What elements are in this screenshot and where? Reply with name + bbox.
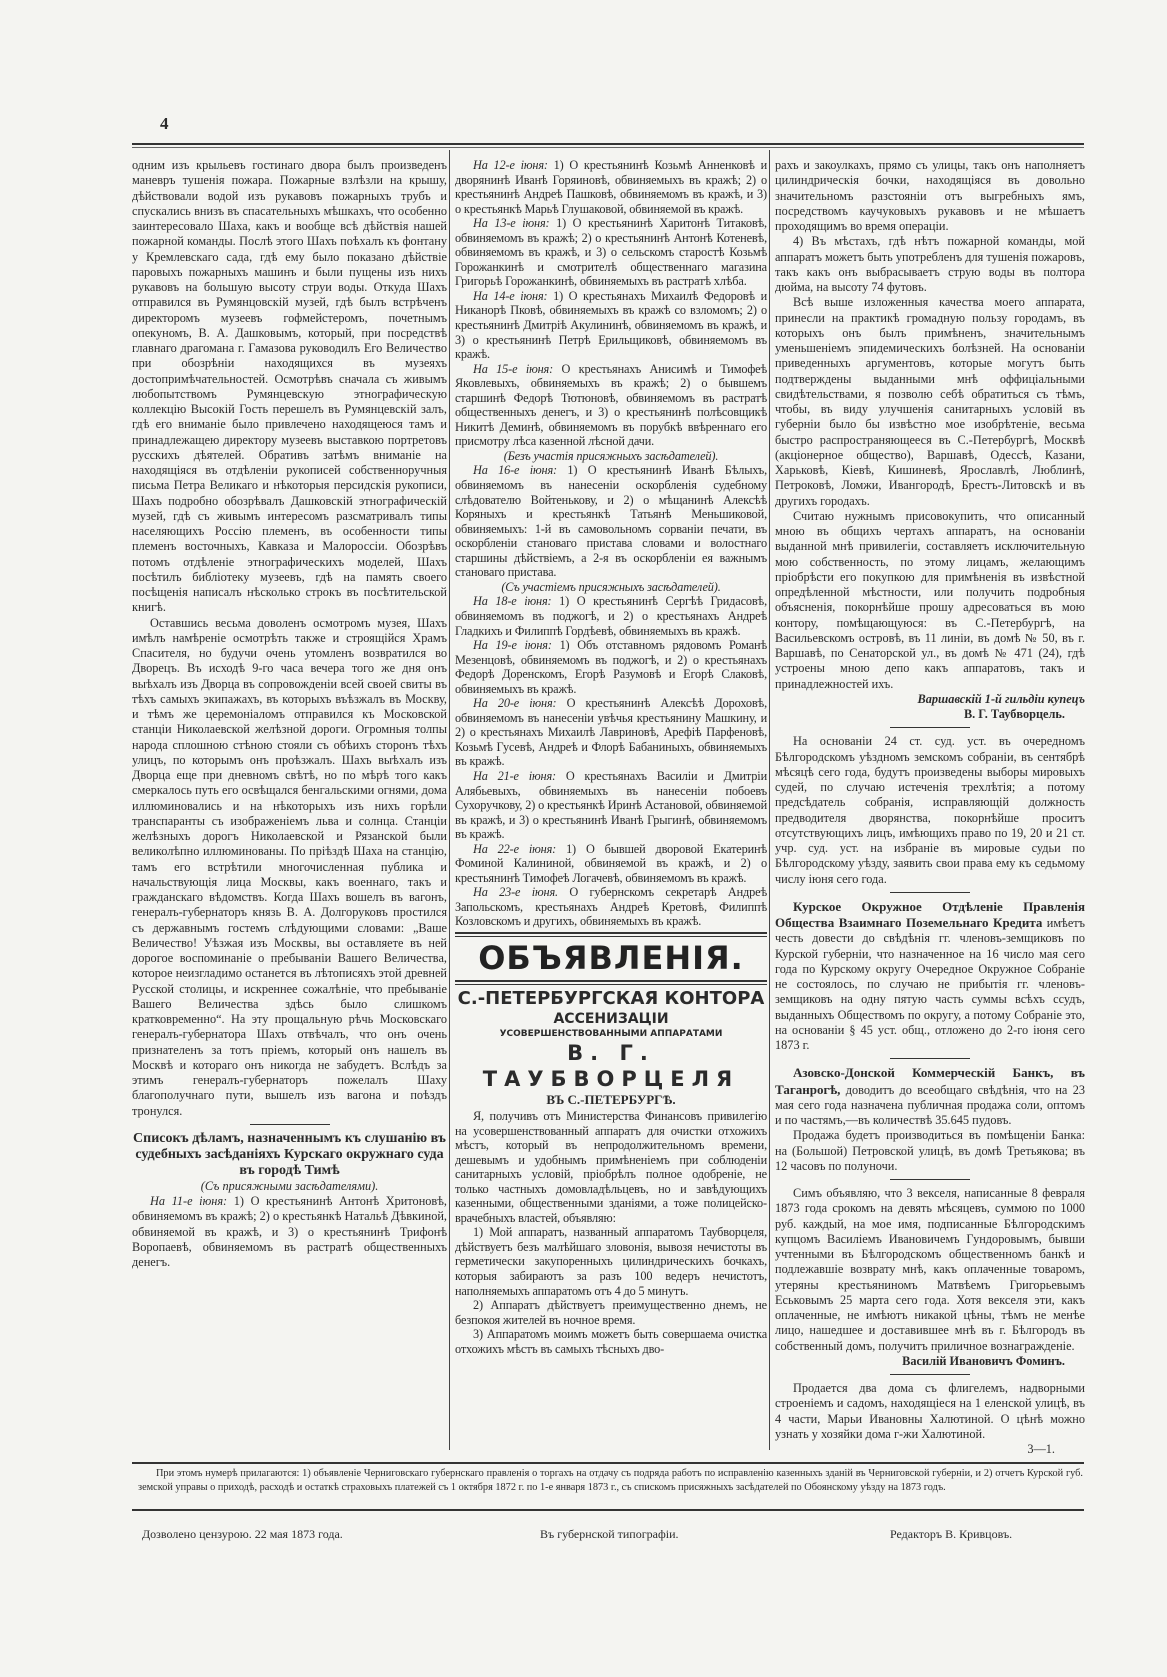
notice-credit [775, 899, 1085, 1054]
column-1 [132, 158, 447, 1458]
notice-bank-sale: Продажа будетъ производиться въ помѣщеніи Банка: на (Большой) Петровской улицѣ, въ домѣ Третьякова; въ 12 часовъ по полуночи. [775, 1128, 1085, 1173]
ad-paragraph: 1) Мой аппаратъ, названный аппаратомъ Таубворцеля, дѣйствуетъ безъ малѣйшаго зловонія, вывозя нечистоты въ герметически закупоренныхъ цилиндрическихъ бочкахъ, которыя забираютъ за разъ 100 ведеръ нечистотъ, наполняемыхъ аппаратомъ отъ 4 до 5 минутъ. [455, 1225, 767, 1298]
entry-text: 1) О крестьянинѣ Сергѣѣ Гридасовѣ, обвиняемомъ въ поджогѣ, и 2) о крестьянахъ Андреѣ Гладкихъ и Филиппѣ Гордѣевѣ, обвиняемыхъ въ кражѣ. [455, 594, 767, 638]
notice-bills-signature: Василій Ивановичъ Фоминъ. [902, 1353, 1065, 1368]
entry-text: О губернскомъ секретарѣ Андреѣ Запольскомъ, крестьянахъ Андреѣ Кретовѣ, Филиппѣ Козловскомъ и другихъ, обвиняемыхъ въ кражѣ. [455, 885, 767, 929]
notice-bank-title: Азовско-Донской Коммерческій Банкъ, въ Таганрогѣ, [775, 1065, 1085, 1097]
notice-house: Продается два дома съ флигелемъ, надворными строеніемъ и садомъ, находящіеся на 1 еленской улицѣ, въ 4 части, Марьи Ивановны Халютиной. О цѣнѣ можно узнать у хозяйки дома г-жи Халютиной. [775, 1381, 1085, 1441]
notice-credit-title: Курское Окружное Отдѣленіе Правленія Общества Взаимнаго Поземельнаго Кредита [775, 898, 1085, 930]
entry-date: На 11-е іюня: [150, 1194, 228, 1208]
ad-paragraph: 2) Аппаратъ дѣйствуетъ преимущественно днемъ, не безпокоя жителей въ ночное время. [455, 1298, 767, 1327]
entry-date: На 21-е іюня: [473, 768, 556, 783]
notice-bank-text: доводитъ до всеобщаго свѣдѣнія, что на 23 мая сего года назначена публичная продажа соли, оптомъ и по частямъ,—въ количествѣ 35.645 пудовъ. [775, 1082, 1085, 1127]
footer-rule [132, 1462, 1084, 1464]
ad-name: В. Г. ТАУБВОРЦЕЛЯ [482, 1040, 740, 1091]
ad-subheading: АССЕНИЗАЦІИ [553, 1010, 669, 1027]
notice-bank [775, 1065, 1085, 1128]
ad-subheading-small: УСОВЕРШЕНСТВОВАННЫМИ АППАРАТАМИ [499, 1028, 723, 1039]
column-3 [775, 158, 1085, 1458]
header-rule [132, 143, 1084, 145]
column-divider [449, 150, 450, 1450]
entry-date: На 23-е іюня. [473, 885, 558, 900]
entry-date: На 20-е іюня: [473, 696, 557, 711]
court-entry [455, 769, 767, 842]
section-rule [455, 980, 767, 985]
ad-city: ВЪ С.-ПЕТЕРБУРГѢ. [546, 1091, 676, 1107]
entry-text: О крестьянинѣ Алексѣѣ Дороховѣ, обвиняемомъ въ нанесеніи увѣчья крестьянину Машкину, и 2) о крестьянахъ Михаилѣ Лавриновѣ, Арефіѣ Парфеновѣ, Козьмѣ Гусевѣ, Андреѣ и Флорѣ Бабаниныхъ, обвиняемыхъ въ кражѣ. [455, 696, 767, 769]
separator-rule [890, 1179, 970, 1180]
separator-rule [250, 1124, 330, 1125]
entry-date: На 16-е іюня: [473, 463, 557, 478]
ad-paragraph: Всѣ выше изложенныя качества моего аппарата, принесли на практикѣ громадную пользу городамъ, въ которыхъ онъ былъ примѣненъ, значительнымъ уменьшеніемъ эпидемическихъ болѣзней. На основаніи приведенныхъ аргументовъ, которые могутъ быть подтверждены выданными мнѣ оффиціальными свидѣтельствами, я позволю себѣ обратиться съ тѣмъ, чтобы, въ виду улучшенія санитарныхъ условій въ губерніи было бы извѣстно мое изобрѣтеніе, весьма быстро распространяющееся въ С.-Петербургѣ, Москвѣ (акціонерное общество), Варшавѣ, Одессѣ, Казани, Харьковѣ, Кіевѣ, Кишиневѣ, Ярославлѣ, Люблинѣ, Петроковѣ, Ломжи, Ивангородѣ, Брестъ-Литовскѣ и въ другихъ городахъ. [775, 295, 1085, 508]
page-number: 4 [160, 114, 169, 133]
entry-text: 1) О крестьянахъ Михаилѣ Федоровѣ и Никанорѣ Пковѣ, обвиняемыхъ въ кражѣ со взломомъ; 2) о крестьянинѣ Дмитріѣ Акулининѣ, обвиняемомъ въ кражѣ, и 3) о крестьянинѣ Петрѣ Ерильщиковѣ, обвиняемомъ въ кражѣ. [455, 288, 767, 362]
editor-note: Редакторъ В. Кривцовъ. [890, 1527, 1013, 1541]
separator-rule [890, 1374, 970, 1375]
court-entry [455, 216, 767, 289]
entry-date: На 22-е іюня: [473, 841, 557, 856]
court-entry [455, 885, 767, 929]
court-entry [132, 1194, 447, 1270]
ad-paragraph: 3) Аппаратомъ моимъ можетъ быть совершаема очистка отхожихъ мѣстъ въ самыхъ тѣсныхъ дво- [455, 1327, 767, 1356]
ad-paragraph: Считаю нужнымъ присовокупить, что описанный мною въ общихъ чертахъ аппаратъ, на основаніи выданной мнѣ привилегіи, составляетъ исключительную мою собственность, по этому лицамъ, желающимъ пріобрѣсти его покупкою для примѣненія въ извѣстной опредѣленной мѣстности, или получить подробныя объясненія, покорнѣйше прошу адресоваться въ мою контору, помѣщающуюся: въ С.-Петербургѣ, на Васильевскомъ островѣ, въ 11 линіи, въ домѣ № 50, въ г. Варшавѣ, по Сенаторской ул., въ домѣ № 471 (24), гдѣ устроены мною депо какъ аппаратовъ, такъ и принадлежностей ихъ. [775, 508, 1085, 691]
article-paragraph: Оставшись весьма доволенъ осмотромъ музея, Шахъ имѣлъ намѣреніе осмотрѣть также и строящійся Храмъ Спасителя, но будучи очень утомленъ возвратился во Дворецъ. Въ исходѣ 9-го часа вечера того же дня онъ выѣхалъ изъ Дворца въ сопровожденіи всей своей свиты въ тѣхъ самыхъ экипажахъ, въ которыхъ въѣзжалъ въ Москву, и тѣмъ же церемоніаломъ отправился къ Московской станціи Николаевской желѣзной дороги. Огромныя толпы народа сплошною стѣною стояли съ обѣихъ сторонъ тѣхъ улицъ, по которымъ онъ проѣзжалъ. Шахъ выѣхалъ изъ Дворца еще при дневномъ свѣтѣ, но по мѣрѣ того какъ смеркалось путь его освѣщался бенгальскими огнями, дома иллюминовались и на нѣкоторыхъ изъ нихъ горѣли транспаранты съ изображеніемъ льва и солнца. Станціи желѣзныхъ дорогъ Николаевской и Рязанской были великолѣпно иллюминованы. По пріѣздѣ Шаха на станцію, тамъ его встрѣтили многочисленная публика и начальствующія лица Москвы, какъ военнаго, такъ и гражданскаго вѣдомствъ. Когда Шахъ вошелъ въ вагонъ, генералъ-губернаторъ князь В. А. Долгоруковъ простился съ державнымъ гостемъ слѣдующими словами: „Ваше Величество! Уѣзжая изъ Москвы, вы оставляете въ ней дорогое воспоминаніе о пребываніи Вашего Величества, которое неизгладимо останется въ лѣтописяхъ этой древней Русской столицы, и искреннее сожалѣніе, что пребываніе Вашего Величества здѣсь было слишкомъ кратковременно“. На эту прощальную рѣчь Московскаго генералъ-губернатора Шахъ отвѣчалъ, что онъ очень признателенъ за тотъ пріемъ, который онъ нашелъ въ Москвѣ и котораго онъ никогда не забудетъ. Вслѣдъ за этимъ генералъ-губернаторъ пожелалъ Шаху благополучнаго пути, вышелъ изъ вагона и поѣздъ тронулся. [132, 615, 447, 1118]
notice-elections: На основаніи 24 ст. суд. уст. въ очередномъ Бѣлгородскомъ уѣздномъ земскомъ собраніи, въ сентябрѣ мѣсяцѣ сего года, будутъ произведены выборы мировыхъ судей, по случаю истеченія трехлѣтія; а потому предсѣдатель собранія, исправляющій должность предводителя дворянства, покорнѣйше проситъ отсутствующихъ лицъ, имѣющихъ право по 19, 20 и 21 ст. учр. суд. уст. на избраніе въ мировые судьи по Бѣлгородскому уѣзду, заявить свои права ему къ седьмому числу іюня сего года. [775, 734, 1085, 886]
ad-paragraph: 4) Въ мѣстахъ, гдѣ нѣтъ пожарной команды, мой аппаратъ можетъ быть употребленъ для тушенія пожаровъ, такъ какъ онъ выбрасываетъ струю воды въ полтора дюйма, на высоту 74 футовъ. [775, 234, 1085, 294]
article-paragraph: одним изъ крыльевъ гостинаго двора былъ произведенъ маневръ тушенія пожара. Пожарные взлѣзли на крышу, дѣйствовали водой изъ рукавовъ пожарныхъ трубъ и спускались внизъ въ спасательныхъ мѣшкахъ, что особенно заинтересовало Шаха, какъ и вообще всѣ дѣйствія нашей пожарной команды. Послѣ этого Шахъ поѣхалъ къ фонтану у Кремлевскаго сада, гдѣ ему было показано дѣйствіе паровыхъ пожарныхъ машинъ и были пущены изъ нихъ рукавовъ на большую высоту струи воды. Откуда Шахъ отправился въ Румянцовскій музей, гдѣ былъ встрѣченъ директоромъ музеевъ гофмейстеромъ, почетнымъ опекуномъ, В. А. Дашковымъ, который, при посредствѣ главнаго драгомана г. Гамазова руководилъ Его Величество при обозрѣніи находящихся въ музеяхъ достопримѣчательностей. Осмотрѣвъ сначала съ живымъ любопытствомъ Румянцевскую этнографическую коллекцію Высокій Гость перешелъ въ Румянцевскій залъ, гдѣ его вниманіе было привлечено находящеюся тамъ и принадлежащею директору музеевъ выставкою портретовъ русскихъ дѣятелей. Обративъ затѣмъ вниманіе на находящіяся въ отдѣленіи рукописей собственноручныя письма Петра Великаго и нѣкоторыя персидскія рукописи, Шахъ подробно обозрѣвалъ Дашковскій этнографическій музей, гдѣ съ живымъ интересомъ разсматривалъ типы населяющихъ Россію племенъ, въ особенности типы племенъ восточныхъ, Кавказа и Малороссіи. Обозрѣвъ потомъ отдѣленіе этнографическихъ моделей, Шахъ посѣтилъ библіотеку музеевъ, гдѣ на память своего посѣщенія написалъ нѣсколько строкъ въ посѣтительской книгѣ. [132, 158, 447, 615]
separator-rule [890, 1058, 970, 1059]
entry-date: На 19-е іюня: [473, 638, 552, 653]
notice-credit-text: имѣетъ честь довести до свѣдѣнія гг. членовъ-земщиковъ по Курской губерніи, что назначенное на 16 число мая сего года по Курскому округу Очередное Окружное Собраніе не состоялось, по случаю не прибытія гг. членовъ-земщиковъ на одну пятую часть суммы всѣхъ ссудъ, выданныхъ Обществомъ по округу, а потому Собраніе это, на основаніи § 45 уст. общ., отложено до 2-го іюня сего 1873 г. [775, 916, 1085, 1052]
separator-rule [890, 727, 970, 728]
entry-date: На 12-е іюня: [473, 158, 548, 172]
header-rule-thin [132, 147, 1084, 148]
court-entry [455, 638, 767, 696]
ad-signature-name: В. Г. Таубворцель. [963, 707, 1065, 721]
court-subheading: (Безъ участія присяжныхъ засѣдателей). [503, 448, 719, 463]
separator-rule [890, 892, 970, 893]
ad-paragraph: рахъ и закоулкахъ, прямо съ улицы, такъ онъ наполняетъ цилиндрическія бочки, находящіяся въ довольно значительномъ разстояніи отъ выгребныхъ ямъ, посредствомъ каучуковыхъ рукавовъ и не мѣшаетъ проходящимъ во время операціи. [775, 158, 1085, 233]
court-entry [455, 289, 767, 362]
ad-paragraph: Я, получивъ отъ Министерства Финансовъ привилегію на усовершенствованный аппаратъ для очистки отхожихъ мѣстъ, который въ непродолжительномъ времени, дешевымъ и удобнымъ примѣненіемъ при соблюденіи санитарныхъ условій, пріобрѣлъ полное одобреніе, не только частныхъ домовладѣльцевъ, но и завѣдующихъ казенными, общественными зданіями, а тоже полицейско-врачебныхъ властей, объявляю: [455, 1108, 767, 1225]
court-subheading: (Съ участіемъ присяжныхъ засѣдателей). [501, 579, 721, 594]
supplement-note: При этомъ нумерѣ прилагаются: 1) объявленіе Черниговскаго губернскаго правленія о торгахъ на отдачу съ подряда работъ по исправленію казенныхъ зданій въ Черниговской губерніи, и 2) отчетъ Курской губ. земской управы о приходѣ, расходѣ и остаткѣ страховыхъ платежей съ 1 октября 1872 г. по 1-е января 1873 г., съ спискомъ присяжныхъ засѣдателей по Обоянскому уѣзду на 1873 годъ. [138, 1468, 1083, 1493]
court-entry [455, 594, 767, 638]
entry-text: 1) О крестьянинѣ Харитонѣ Титаковѣ, обвиняемомъ въ кражѣ; 2) о крестьянинѣ Антонѣ Котеневѣ, обвиняемомъ въ кражѣ, и 3) о сельскомъ старостѣ Козьмѣ Горожанкинѣ и смотрителѣ общественнаго магазина Григорьѣ Горожанкинѣ, обвиняемыхъ въ растратѣ хлѣба. [455, 216, 767, 289]
entry-date: На 14-е іюня: [473, 288, 548, 303]
court-entry [455, 463, 767, 579]
column-2 [455, 158, 767, 1460]
column-divider [769, 150, 770, 1450]
entry-date: На 15-е іюня: [473, 361, 554, 376]
section-rule [455, 932, 767, 937]
censorship-note: Дозволено цензурою. 22 мая 1873 года. [142, 1527, 343, 1541]
entry-date: На 13-е іюня: [473, 216, 550, 231]
court-list-subheading: (Съ присяжными засѣдателями). [200, 1178, 379, 1193]
court-entry [455, 362, 767, 449]
footer-rule [132, 1509, 1084, 1511]
court-list-heading: Списокъ дѣламъ, назначеннымъ къ слушанію въ судебныхъ засѣданіяхъ Курскаго окружнаго суда въ городѣ Тимѣ [133, 1130, 446, 1178]
notice-bills: Симъ объявляю, что 3 векселя, написанные 8 февраля 1873 года срокомъ на девять мѣсяцевъ, суммою по 1000 руб. каждый, на мое имя, подписанные Бѣлгородскимъ купцомъ Василіемъ Ивановичемъ Гундоровымъ, бывши учтенными въ Бѣлгородскомъ общественномъ банкѣ и подлежавшіе возврату мнѣ, какъ оплаченные товаромъ, утеряны крестьяниномъ Матвѣемъ Григорьевымъ Еськовымъ 25 марта сего года. Хотя векселя эти, какъ оплаченные, не имѣютъ никакой цѣны, тѣмъ не менѣе лицо, нашедшее и доставившее мнѣ въ г. Бѣлгородъ въ собственный домъ, получитъ приличное вознагражденіе. [775, 1186, 1085, 1353]
entry-text: 1) О крестьянинѣ Антонѣ Хритоновѣ, обвиняемомъ въ кражѣ; 2) о крестьянкѣ Натальѣ Дѣвкиной, обвиняемой въ кражѣ, и 3) о крестьянинѣ Трифонѣ Воропаевѣ, обвиняемомъ въ растратѣ общественныхъ денегъ. [132, 1194, 447, 1269]
printer-note: Въ губернской типографіи. [540, 1527, 679, 1541]
entry-text: 1) Объ отставномъ рядовомъ Романѣ Мезенцовѣ, обвиняемомъ въ поджогѣ, и 2) о крестьянахъ Федорѣ Доренскомъ, Егорѣ Разумовѣ и Егорѣ Слаковѣ, обвиняемыхъ въ кражѣ. [455, 638, 767, 696]
ad-signature-title: Варшавскій 1-й гильдіи купецъ [917, 691, 1085, 706]
court-entry [455, 158, 767, 216]
entry-text: 1) О крестьянинѣ Иванѣ Бѣлыхъ, обвиняемомъ въ нанесеніи оскорбленія судебному слѣдователю Войтенькову, и 2) о мѣщанинѣ Алексѣѣ Коряныхъ и крестьянкѣ Татьянѣ Меньшиковой, обвиняемыхъ: 1-й въ самовольномъ сорваніи печати, въ оскорбленіи становаго пристава словами и волостнаго старшины дѣйствіемъ, а 2-я въ оскорбленіи ея важнымъ становаго пристава. [455, 463, 767, 580]
notice-house-number: 3—1. [1027, 1442, 1055, 1456]
ad-heading: С.-ПЕТЕРБУРГСКАЯ КОНТОРА [457, 987, 765, 1009]
entry-text: 1) О бывшей дворовой Екатеринѣ Фоминой Калининой, обвиняемой въ кражѣ, и 2) о крестьянинѣ Тимофеѣ Логачевѣ, обвиняемомъ въ кражѣ. [455, 841, 768, 885]
court-entry [455, 842, 767, 886]
announcements-title: ОБЪЯВЛЕНІЯ. [478, 938, 744, 977]
entry-text: О крестьянахъ Анисимѣ и Тимофеѣ Яковлевыхъ, обвиняемыхъ въ кражѣ; 2) о бывшемъ старшинѣ Федорѣ Тютюновѣ, обвиняемомъ въ растратѣ общественныхъ денегъ, и 3) о крестьянинѣ полѣсовщикѣ Никитѣ Деминѣ, обвиняемомъ въ порубкѣ ввѣреннаго его присмотру лѣса казенной лѣсной дачи. [455, 361, 767, 449]
entry-date: На 18-е іюня: [473, 594, 552, 609]
entry-text: О крестьянахъ Василіи и Дмитріи Алябьевыхъ, обвиняемыхъ въ нанесеніи побоевъ Сухоручкову, 2) о крестьянкѣ Иринѣ Астановой, обвиняемой въ кражѣ, и 3) о крестьянинѣ Иванѣ Грыгинѣ, обвиняемомъ въ кражѣ. [455, 768, 767, 842]
entry-text: 1) О крестьянинѣ Козьмѣ Анненковѣ и дворянинѣ Иванѣ Горяиновѣ, обвиняемыхъ въ кражѣ; 2) о крестьянинѣ Андреѣ Пашковѣ, обвиняемомъ въ кражѣ, и 3) о крестьянкѣ Марьѣ Глушаковой, обвиняемой въ кражѣ. [455, 158, 768, 216]
court-entry [455, 696, 767, 769]
